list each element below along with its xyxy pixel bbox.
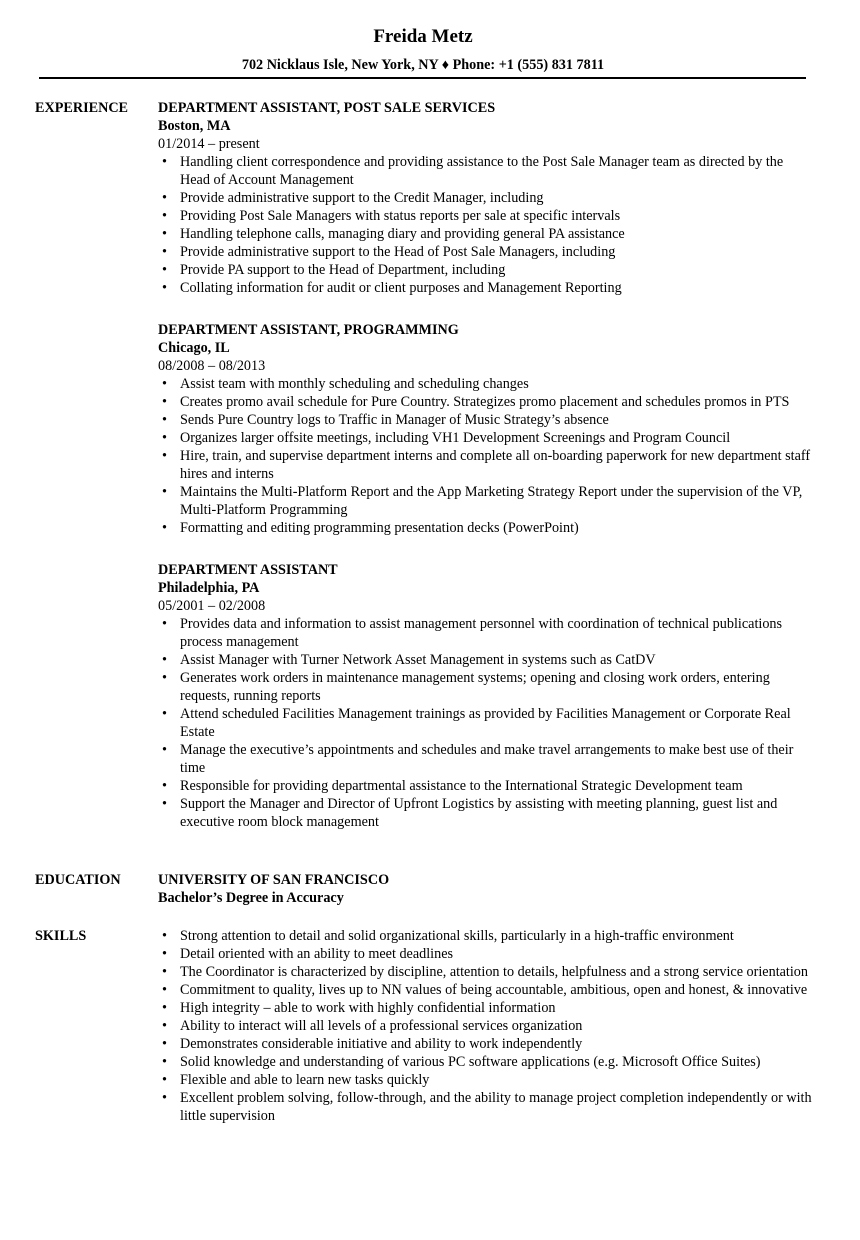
list-item: • High integrity – able to work with highly confidential information <box>158 999 814 1017</box>
job-duties <box>158 153 814 297</box>
list-item: • Formatting and editing programming presentation decks (PowerPoint) <box>158 519 814 537</box>
job-title: DEPARTMENT ASSISTANT <box>158 562 338 578</box>
skills-body <box>158 927 814 1125</box>
job-title: DEPARTMENT ASSISTANT, PROGRAMMING <box>158 322 459 338</box>
list-item: • Provide administrative support to the Head of Post Sale Managers, including <box>158 243 814 261</box>
list-item: • Detail oriented with an ability to meet deadlines <box>158 945 814 963</box>
contact-line: 702 Nicklaus Isle, New York, NY ♦ Phone: +1 (555) 831 7811 <box>241 57 605 73</box>
resume-header <box>0 26 846 74</box>
job-location: Philadelphia, PA <box>158 580 260 596</box>
section-label-education: EDUCATION <box>35 872 121 888</box>
section-label-experience: EXPERIENCE <box>35 100 129 116</box>
list-item: • Solid knowledge and understanding of various PC software applications (e.g. Microsoft Office Suites) <box>158 1053 814 1071</box>
job-dates: 01/2014 – present <box>158 136 260 152</box>
list-item: • Commitment to quality, lives up to NN values of being accountable, ambitious, open and honest, & innovative <box>158 981 814 999</box>
list-item: • Demonstrates considerable initiative and ability to work independently <box>158 1035 814 1053</box>
education-body <box>158 871 814 907</box>
list-item: • Handling client correspondence and providing assistance to the Post Sale Manager team as directed by the Head of Account Management <box>158 153 814 189</box>
list-item: • Provide PA support to the Head of Department, including <box>158 261 814 279</box>
job-entry <box>158 321 814 537</box>
list-item: • Providing Post Sale Managers with status reports per sale at specific intervals <box>158 207 814 225</box>
job-entry <box>158 99 814 297</box>
job-dates: 08/2008 – 08/2013 <box>158 358 266 374</box>
list-item: • Handling telephone calls, managing diary and providing general PA assistance <box>158 225 814 243</box>
job-location: Chicago, IL <box>158 340 230 356</box>
job-title: DEPARTMENT ASSISTANT, POST SALE SERVICES <box>158 100 496 116</box>
list-item: • Collating information for audit or client purposes and Management Reporting <box>158 279 814 297</box>
list-item: • Generates work orders in maintenance management systems; opening and closing work orders, entering requests, running reports <box>158 669 814 705</box>
list-item: • Organizes larger offsite meetings, including VH1 Development Screenings and Program Council <box>158 429 814 447</box>
list-item: • Sends Pure Country logs to Traffic in Manager of Music Strategy’s absence <box>158 411 814 429</box>
list-item: • Maintains the Multi-Platform Report and the App Marketing Strategy Report under the supervision of the VP, Multi-Platform Programming <box>158 483 814 519</box>
list-item: • Creates promo avail schedule for Pure Country. Strategizes promo placement and schedules promos in PTS <box>158 393 814 411</box>
list-item: • Assist Manager with Turner Network Asset Management in systems such as CatDV <box>158 651 814 669</box>
list-item: • Flexible and able to learn new tasks quickly <box>158 1071 814 1089</box>
skills-list <box>158 927 814 1125</box>
list-item: • Manage the executive’s appointments and schedules and make travel arrangements to make best use of their time <box>158 741 814 777</box>
job-duties <box>158 615 814 831</box>
header-divider <box>39 77 806 79</box>
list-item: • Provides data and information to assist management personnel with coordination of technical publications process management <box>158 615 814 651</box>
list-item: • Attend scheduled Facilities Management trainings as provided by Facilities Management or Corporate Real Estate <box>158 705 814 741</box>
list-item: • The Coordinator is characterized by discipline, attention to details, helpfulness and a strong service orientation <box>158 963 814 981</box>
list-item: • Strong attention to detail and solid organizational skills, particularly in a high-traffic environment <box>158 927 814 945</box>
list-item: • Responsible for providing departmental assistance to the International Strategic Development team <box>158 777 814 795</box>
list-item: • Assist team with monthly scheduling and scheduling changes <box>158 375 814 393</box>
list-item: • Excellent problem solving, follow-through, and the ability to manage project completion independently or with little supervision <box>158 1089 814 1125</box>
section-label-skills: SKILLS <box>35 928 87 944</box>
job-entry <box>158 561 814 831</box>
list-item: • Hire, train, and supervise department interns and complete all on-boarding paperwork for new department staff hires and interns <box>158 447 814 483</box>
job-location: Boston, MA <box>158 118 231 134</box>
degree: Bachelor’s Degree in Accuracy <box>158 890 344 906</box>
experience-body <box>158 99 814 831</box>
job-dates: 05/2001 – 02/2008 <box>158 598 266 614</box>
candidate-name: Freida Metz <box>373 26 473 47</box>
list-item: • Support the Manager and Director of Upfront Logistics by assisting with meeting planning, guest list and executive room block management <box>158 795 814 831</box>
school-name: UNIVERSITY OF SAN FRANCISCO <box>158 872 390 888</box>
list-item: • Provide administrative support to the Credit Manager, including <box>158 189 814 207</box>
job-duties <box>158 375 814 537</box>
list-item: • Ability to interact will all levels of a professional services organization <box>158 1017 814 1035</box>
